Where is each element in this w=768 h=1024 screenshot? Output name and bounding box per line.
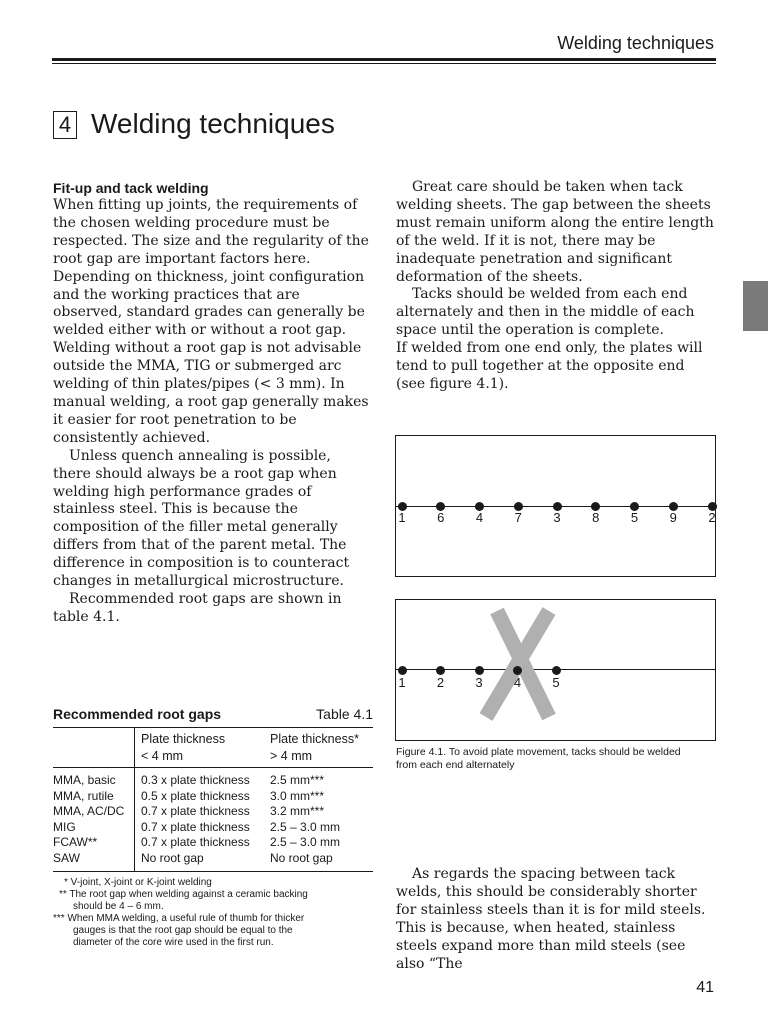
table-column-divider xyxy=(134,727,135,872)
tack-weld-dot xyxy=(436,666,445,675)
tack-weld-label: 4 xyxy=(513,675,522,690)
tack-weld-dot xyxy=(552,666,561,675)
chapter-number-box: 4 xyxy=(53,111,77,139)
table-column-process xyxy=(53,773,124,866)
table-title: Recommended root gaps xyxy=(53,706,222,722)
footnote-1: * V-joint, X-joint or K-joint welding xyxy=(64,877,212,888)
paragraph-tack-order: Tacks should be welded from each end alternately and then in the middle of each space until the operation is complete. xyxy=(396,286,695,339)
table-number: Table 4.1 xyxy=(316,706,373,722)
tack-weld-label: 2 xyxy=(436,675,445,690)
table-bottom-rule xyxy=(53,871,373,872)
paragraph-fitup: When fitting up joints, the requirements of the chosen welding procedure must be respected. The size and the regularity of the root gap are important factors here. Depending on thickness, joint configuration and the working practices that are observed, standard grades can generally be welded either with or without a root gap. Welding without a root gap is not advisable outside the MMA, TIG or submerged arc welding of thin plates/pipes (< 3 mm). In manual welding, a root gap generally makes it easier for root penetration to be consistently achieved. xyxy=(53,197,369,446)
chapter-thumb-tab xyxy=(743,281,768,331)
table-column-thin xyxy=(141,773,250,866)
table-cell-thick: 2.5 mm*** xyxy=(270,773,325,787)
table-cell-thin: 0.7 x plate thickness xyxy=(141,804,250,818)
table-cell-process: SAW xyxy=(53,850,80,865)
tack-weld-label: 2 xyxy=(708,510,716,525)
table-header-thick xyxy=(270,731,359,765)
chapter-title: Welding techniques xyxy=(91,108,335,139)
header-thin-range: < 4 mm xyxy=(141,749,184,763)
table-cell-thin: 0.7 x plate thickness xyxy=(141,819,250,834)
paragraph-expansion: This is because, when heated, stainless steels expand more than mild steels (see also “The xyxy=(396,919,686,972)
running-header-title: Welding techniques xyxy=(557,33,714,53)
table-cell-thick: 2.5 – 3.0 mm xyxy=(270,819,341,834)
tack-weld-label: 1 xyxy=(398,510,406,525)
tack-weld-label: 8 xyxy=(592,510,600,525)
tack-weld-label: 3 xyxy=(553,510,561,525)
table-cell-thick: 2.5 – 3.0 mm xyxy=(270,835,341,849)
header-thick-range: > 4 mm xyxy=(270,749,313,763)
table-cell-thin: No root gap xyxy=(141,850,204,865)
figure-caption xyxy=(396,746,718,771)
header-thin-label: Plate thickness xyxy=(141,732,226,746)
footnote-3-line1: *** When MMA welding, a useful rule of thumb for thicker xyxy=(53,913,305,924)
table-cell-thick: 3.0 mm*** xyxy=(270,788,325,803)
paragraph-tack-care: Great care should be taken when tack welding sheets. The gap between the sheets must remain uniform along the entire length of the weld. If it is not, there may be inadequate penetration and significant deformation of the sheets. xyxy=(396,179,714,285)
table-header-rule xyxy=(53,767,373,768)
figure-caption-line2: from each end alternately xyxy=(396,758,515,771)
header-rule-thick xyxy=(52,58,716,61)
table-cell-thin: 0.7 x plate thickness xyxy=(141,835,250,849)
table-heading xyxy=(53,706,373,722)
table-header-thin xyxy=(141,731,225,765)
left-column xyxy=(53,179,371,627)
right-column xyxy=(396,179,718,394)
table-cell-thin: 0.5 x plate thickness xyxy=(141,788,250,803)
table-column-thick xyxy=(270,773,340,866)
footnote-3-line3: diameter of the core wire used in the first run. xyxy=(73,937,274,948)
tack-weld-label: 7 xyxy=(514,510,522,525)
tack-weld-dot xyxy=(513,666,522,675)
tack-weld-label: 5 xyxy=(552,675,560,690)
tack-weld-label: 4 xyxy=(475,510,484,525)
tack-weld-dot xyxy=(398,666,407,675)
tack-weld-label: 1 xyxy=(398,675,406,690)
paragraph-root-gap: Unless quench annealing is possible, there should always be a root gap when welding high performance grades of stainless steel. This is because the composition of the filler metal generally differs from that of the parent metal. The difference in composition is to counteract changes in metallurgical microstructure. xyxy=(53,447,350,590)
table-cell-process: MMA, AC/DC xyxy=(53,804,125,818)
table-cell-thin: 0.3 x plate thickness xyxy=(141,773,250,787)
table-cell-thick: No root gap xyxy=(270,850,333,865)
tack-weld-label: 9 xyxy=(669,510,677,525)
tack-weld-dot xyxy=(475,666,484,675)
paragraph-spacing: As regards the spacing between tack welds, this should be considerably shorter for stainless steels than it is for mild steels. xyxy=(396,866,706,918)
tack-weld-label: 6 xyxy=(437,510,445,525)
header-rule-thin xyxy=(52,63,716,64)
footnote-2-line1: ** The root gap when welding against a ceramic backing xyxy=(59,889,308,900)
paragraph-table-ref: Recommended root gaps are shown in table 4.1. xyxy=(53,590,342,625)
table-cell-process: MMA, basic xyxy=(53,773,116,787)
tack-weld-label: 5 xyxy=(630,510,639,525)
table-cell-process: FCAW** xyxy=(53,835,98,849)
table-cell-thick: 3.2 mm*** xyxy=(270,804,325,818)
page-number: 41 xyxy=(696,979,714,996)
right-column-bottom xyxy=(396,866,718,973)
header-thick-label: Plate thickness* xyxy=(270,732,359,746)
figure-caption-line1: Figure 4.1. To avoid plate movement, tacks should be welded xyxy=(396,746,681,758)
tack-weld-label: 3 xyxy=(475,675,483,690)
table-cell-process: MMA, rutile xyxy=(53,788,114,803)
paragraph-one-end: If welded from one end only, the plates will tend to pull together at the opposite end (see figure 4.1). xyxy=(396,340,703,392)
section-heading: Fit-up and tack welding xyxy=(53,180,209,196)
footnote-2-line2: should be 4 – 6 mm. xyxy=(73,901,164,912)
footnote-3-line2: gauges is that the root gap should be equal to the xyxy=(73,925,293,936)
table-cell-process: MIG xyxy=(53,819,76,834)
table-top-rule xyxy=(53,727,373,728)
